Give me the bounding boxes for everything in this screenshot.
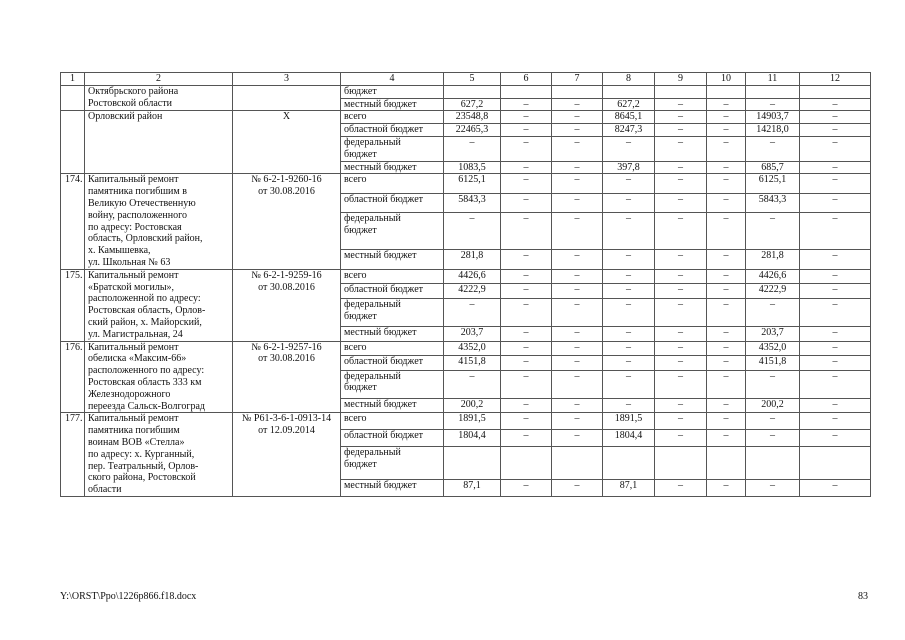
funding-source-cell: областной бюджет — [341, 284, 444, 299]
amount-cell: – — [655, 298, 707, 326]
amount-cell: – — [746, 98, 800, 111]
amount-cell: – — [746, 413, 800, 430]
amount-cell: – — [603, 213, 655, 250]
amount-cell: – — [501, 124, 552, 137]
amount-cell: – — [603, 356, 655, 371]
document-ref-cell: Х — [233, 111, 341, 174]
header-cell: 4 — [341, 73, 444, 86]
funding-source-cell: всего — [341, 269, 444, 284]
amount-cell: – — [501, 326, 552, 341]
amount-cell — [746, 447, 800, 480]
amount-cell: – — [707, 174, 746, 193]
row-number-cell — [61, 111, 85, 174]
table-body — [61, 73, 871, 497]
amount-cell: – — [501, 284, 552, 299]
amount-cell: – — [655, 326, 707, 341]
row-number-cell: 177. — [61, 413, 85, 497]
amount-cell: – — [800, 479, 871, 496]
amount-cell: – — [707, 284, 746, 299]
amount-cell: – — [501, 161, 552, 174]
funding-source-cell: местный бюджет — [341, 161, 444, 174]
amount-cell: 4151,8 — [444, 356, 501, 371]
amount-cell: – — [707, 161, 746, 174]
amount-cell: – — [707, 430, 746, 447]
amount-cell: – — [800, 370, 871, 398]
amount-cell: – — [800, 161, 871, 174]
amount-cell: – — [552, 370, 603, 398]
amount-cell: – — [552, 356, 603, 371]
amount-cell: – — [501, 136, 552, 161]
amount-cell: – — [501, 479, 552, 496]
amount-cell: – — [746, 136, 800, 161]
amount-cell: – — [655, 111, 707, 124]
amount-cell: – — [552, 250, 603, 269]
table-row — [61, 174, 871, 193]
amount-cell: – — [501, 193, 552, 212]
amount-cell: 8645,1 — [603, 111, 655, 124]
funding-source-cell: федеральный бюджет — [341, 447, 444, 480]
amount-cell: – — [603, 298, 655, 326]
header-cell: 3 — [233, 73, 341, 86]
amount-cell: – — [707, 213, 746, 250]
amount-cell: – — [552, 124, 603, 137]
amount-cell: 5843,3 — [746, 193, 800, 212]
header-cell: 1 — [61, 73, 85, 86]
funding-source-cell: областной бюджет — [341, 124, 444, 137]
amount-cell: – — [707, 269, 746, 284]
amount-cell: – — [800, 326, 871, 341]
amount-cell: – — [655, 213, 707, 250]
amount-cell: – — [800, 298, 871, 326]
amount-cell: – — [746, 479, 800, 496]
amount-cell: – — [501, 213, 552, 250]
amount-cell: – — [501, 269, 552, 284]
amount-cell: – — [603, 284, 655, 299]
amount-cell: – — [707, 370, 746, 398]
header-cell: 10 — [707, 73, 746, 86]
row-number-cell: 175. — [61, 269, 85, 341]
amount-cell — [707, 85, 746, 98]
funding-source-cell: федеральный бюджет — [341, 370, 444, 398]
amount-cell: – — [655, 430, 707, 447]
amount-cell — [444, 85, 501, 98]
amount-cell — [707, 447, 746, 480]
amount-cell: – — [603, 398, 655, 413]
header-cell: 12 — [800, 73, 871, 86]
amount-cell: – — [552, 213, 603, 250]
amount-cell: – — [603, 370, 655, 398]
amount-cell: – — [501, 341, 552, 356]
funding-source-cell: федеральный бюджет — [341, 213, 444, 250]
object-name-cell: Октябрьского района Ростовской области — [85, 85, 233, 111]
row-number-cell: 174. — [61, 174, 85, 269]
funding-source-cell: местный бюджет — [341, 479, 444, 496]
amount-cell: – — [552, 398, 603, 413]
amount-cell: – — [707, 341, 746, 356]
amount-cell: 4352,0 — [444, 341, 501, 356]
amount-cell: – — [501, 98, 552, 111]
object-name-cell: Орловский район — [85, 111, 233, 174]
amount-cell: – — [501, 398, 552, 413]
amount-cell: – — [746, 430, 800, 447]
amount-cell: – — [800, 98, 871, 111]
document-ref-cell: № Р61-3-6-1-0913-14 от 12.09.2014 — [233, 413, 341, 497]
amount-cell: – — [707, 136, 746, 161]
page-number: 83 — [858, 591, 868, 602]
amount-cell: 4426,6 — [444, 269, 501, 284]
amount-cell: – — [552, 193, 603, 212]
amount-cell: – — [552, 111, 603, 124]
amount-cell: – — [707, 111, 746, 124]
amount-cell: 627,2 — [603, 98, 655, 111]
amount-cell: 1804,4 — [444, 430, 501, 447]
amount-cell: – — [552, 430, 603, 447]
amount-cell: – — [552, 284, 603, 299]
amount-cell: – — [655, 370, 707, 398]
amount-cell: 5843,3 — [444, 193, 501, 212]
amount-cell: – — [603, 341, 655, 356]
amount-cell: – — [501, 298, 552, 326]
header-cell: 6 — [501, 73, 552, 86]
amount-cell: 203,7 — [746, 326, 800, 341]
amount-cell: – — [655, 413, 707, 430]
amount-cell: – — [800, 124, 871, 137]
funding-source-cell: местный бюджет — [341, 326, 444, 341]
amount-cell: – — [552, 413, 603, 430]
amount-cell: 685,7 — [746, 161, 800, 174]
amount-cell: 1891,5 — [444, 413, 501, 430]
amount-cell: – — [707, 250, 746, 269]
amount-cell: – — [746, 370, 800, 398]
amount-cell: – — [501, 250, 552, 269]
table-row — [61, 111, 871, 124]
amount-cell: – — [707, 326, 746, 341]
amount-cell: 1083,5 — [444, 161, 501, 174]
amount-cell: – — [746, 213, 800, 250]
amount-cell: 6125,1 — [444, 174, 501, 193]
amount-cell: – — [800, 136, 871, 161]
amount-cell — [444, 447, 501, 480]
amount-cell: – — [800, 213, 871, 250]
amount-cell: 14903,7 — [746, 111, 800, 124]
header-cell: 8 — [603, 73, 655, 86]
amount-cell: 203,7 — [444, 326, 501, 341]
funding-source-cell: федеральный бюджет — [341, 298, 444, 326]
table-row — [61, 85, 871, 98]
funding-source-cell: местный бюджет — [341, 98, 444, 111]
amount-cell: – — [552, 98, 603, 111]
amount-cell: – — [707, 193, 746, 212]
funding-source-cell: областной бюджет — [341, 430, 444, 447]
amount-cell: – — [800, 341, 871, 356]
amount-cell — [655, 447, 707, 480]
amount-cell — [603, 447, 655, 480]
header-cell: 7 — [552, 73, 603, 86]
table-row — [61, 341, 871, 356]
amount-cell: – — [655, 124, 707, 137]
amount-cell: – — [501, 356, 552, 371]
amount-cell — [800, 85, 871, 98]
row-number-cell: 176. — [61, 341, 85, 413]
amount-cell: – — [655, 136, 707, 161]
amount-cell: – — [707, 413, 746, 430]
document-ref-cell: № 6-2-1-9259-16 от 30.08.2016 — [233, 269, 341, 341]
amount-cell: – — [552, 269, 603, 284]
amount-cell: – — [655, 341, 707, 356]
amount-cell: – — [655, 269, 707, 284]
amount-cell: – — [707, 124, 746, 137]
amount-cell — [655, 85, 707, 98]
amount-cell: – — [800, 430, 871, 447]
funding-source-cell: всего — [341, 341, 444, 356]
amount-cell: – — [707, 398, 746, 413]
amount-cell: 14218,0 — [746, 124, 800, 137]
amount-cell: – — [552, 161, 603, 174]
amount-cell: 87,1 — [444, 479, 501, 496]
amount-cell: – — [800, 111, 871, 124]
amount-cell — [501, 85, 552, 98]
amount-cell: 4222,9 — [746, 284, 800, 299]
amount-cell: 281,8 — [746, 250, 800, 269]
amount-cell: – — [800, 413, 871, 430]
amount-cell: – — [800, 398, 871, 413]
amount-cell: – — [800, 284, 871, 299]
amount-cell: – — [444, 213, 501, 250]
amount-cell: – — [746, 298, 800, 326]
amount-cell: – — [655, 479, 707, 496]
amount-cell: – — [501, 413, 552, 430]
amount-cell: 281,8 — [444, 250, 501, 269]
amount-cell: – — [603, 250, 655, 269]
document-ref-cell: № 6-2-1-9257-16 от 30.08.2016 — [233, 341, 341, 413]
document-ref-cell — [233, 85, 341, 111]
amount-cell: – — [800, 174, 871, 193]
amount-cell: – — [707, 356, 746, 371]
object-name-cell: Капитальный ремонт памятника погибшим воинам ВОВ «Стелла» по адресу: х. Курганный, пер. Театральный, Орлов- ского района, Ростовской области — [85, 413, 233, 497]
amount-cell: 627,2 — [444, 98, 501, 111]
funding-source-cell: всего — [341, 413, 444, 430]
amount-cell — [603, 85, 655, 98]
amount-cell: – — [501, 174, 552, 193]
amount-cell: 4352,0 — [746, 341, 800, 356]
funding-source-cell: областной бюджет — [341, 193, 444, 212]
amount-cell: – — [444, 136, 501, 161]
amount-cell: 1891,5 — [603, 413, 655, 430]
funding-source-cell: федеральный бюджет — [341, 136, 444, 161]
amount-cell: – — [655, 174, 707, 193]
amount-cell: 4222,9 — [444, 284, 501, 299]
object-name-cell: Капитальный ремонт обелиска «Максим-66» расположенного по адресу: Ростовская область 333 км Железнодорожного переезда Сальск-Волгоград — [85, 341, 233, 413]
amount-cell — [552, 85, 603, 98]
funding-source-cell: бюджет — [341, 85, 444, 98]
amount-cell: – — [552, 479, 603, 496]
amount-cell: 87,1 — [603, 479, 655, 496]
budget-table — [60, 72, 871, 497]
header-row — [61, 73, 871, 86]
amount-cell: – — [603, 326, 655, 341]
object-name-cell: Капитальный ремонт памятника погибшим в Великую Отечественную войну, расположенного по адресу: Ростовская область, Орловский район, х. Камышевка, ул. Школьная № 63 — [85, 174, 233, 269]
amount-cell: – — [800, 269, 871, 284]
file-path: Y:\ORST\Ppo\1226p866.f18.docx — [60, 591, 197, 602]
amount-cell: 8247,3 — [603, 124, 655, 137]
funding-source-cell: всего — [341, 174, 444, 193]
amount-cell: 1804,4 — [603, 430, 655, 447]
amount-cell: 4151,8 — [746, 356, 800, 371]
amount-cell: – — [444, 298, 501, 326]
header-cell: 2 — [85, 73, 233, 86]
header-cell: 11 — [746, 73, 800, 86]
amount-cell: 200,2 — [444, 398, 501, 413]
amount-cell: – — [655, 356, 707, 371]
funding-source-cell: всего — [341, 111, 444, 124]
amount-cell: – — [603, 174, 655, 193]
document-ref-cell: № 6-2-1-9260-16 от 30.08.2016 — [233, 174, 341, 269]
amount-cell: – — [552, 136, 603, 161]
amount-cell: – — [603, 193, 655, 212]
funding-source-cell: местный бюджет — [341, 398, 444, 413]
amount-cell: – — [552, 326, 603, 341]
amount-cell: – — [655, 98, 707, 111]
header-cell: 5 — [444, 73, 501, 86]
amount-cell: – — [655, 250, 707, 269]
amount-cell: – — [501, 111, 552, 124]
amount-cell: – — [655, 398, 707, 413]
amount-cell — [501, 447, 552, 480]
amount-cell — [746, 85, 800, 98]
amount-cell: – — [707, 298, 746, 326]
amount-cell: – — [707, 479, 746, 496]
amount-cell: – — [707, 98, 746, 111]
amount-cell: – — [800, 356, 871, 371]
row-number-cell — [61, 85, 85, 111]
amount-cell: – — [552, 298, 603, 326]
amount-cell: – — [655, 161, 707, 174]
amount-cell: 6125,1 — [746, 174, 800, 193]
header-cell: 9 — [655, 73, 707, 86]
amount-cell: 397,8 — [603, 161, 655, 174]
amount-cell: – — [501, 370, 552, 398]
table-row — [61, 269, 871, 284]
amount-cell: 200,2 — [746, 398, 800, 413]
object-name-cell: Капитальный ремонт «Братской могилы», расположенной по адресу: Ростовская область, Орлов- ский район, х. Майорский, ул. Магистральная, 24 — [85, 269, 233, 341]
funding-source-cell: областной бюджет — [341, 356, 444, 371]
amount-cell: – — [444, 370, 501, 398]
funding-source-cell: местный бюджет — [341, 250, 444, 269]
amount-cell — [552, 447, 603, 480]
amount-cell: 22465,3 — [444, 124, 501, 137]
amount-cell: – — [800, 250, 871, 269]
amount-cell: 4426,6 — [746, 269, 800, 284]
amount-cell: – — [552, 174, 603, 193]
amount-cell: – — [603, 136, 655, 161]
amount-cell: 23548,8 — [444, 111, 501, 124]
amount-cell: – — [603, 269, 655, 284]
amount-cell: – — [655, 284, 707, 299]
amount-cell — [800, 447, 871, 480]
table-row — [61, 413, 871, 430]
amount-cell: – — [800, 193, 871, 212]
amount-cell: – — [552, 341, 603, 356]
amount-cell: – — [655, 193, 707, 212]
amount-cell: – — [501, 430, 552, 447]
